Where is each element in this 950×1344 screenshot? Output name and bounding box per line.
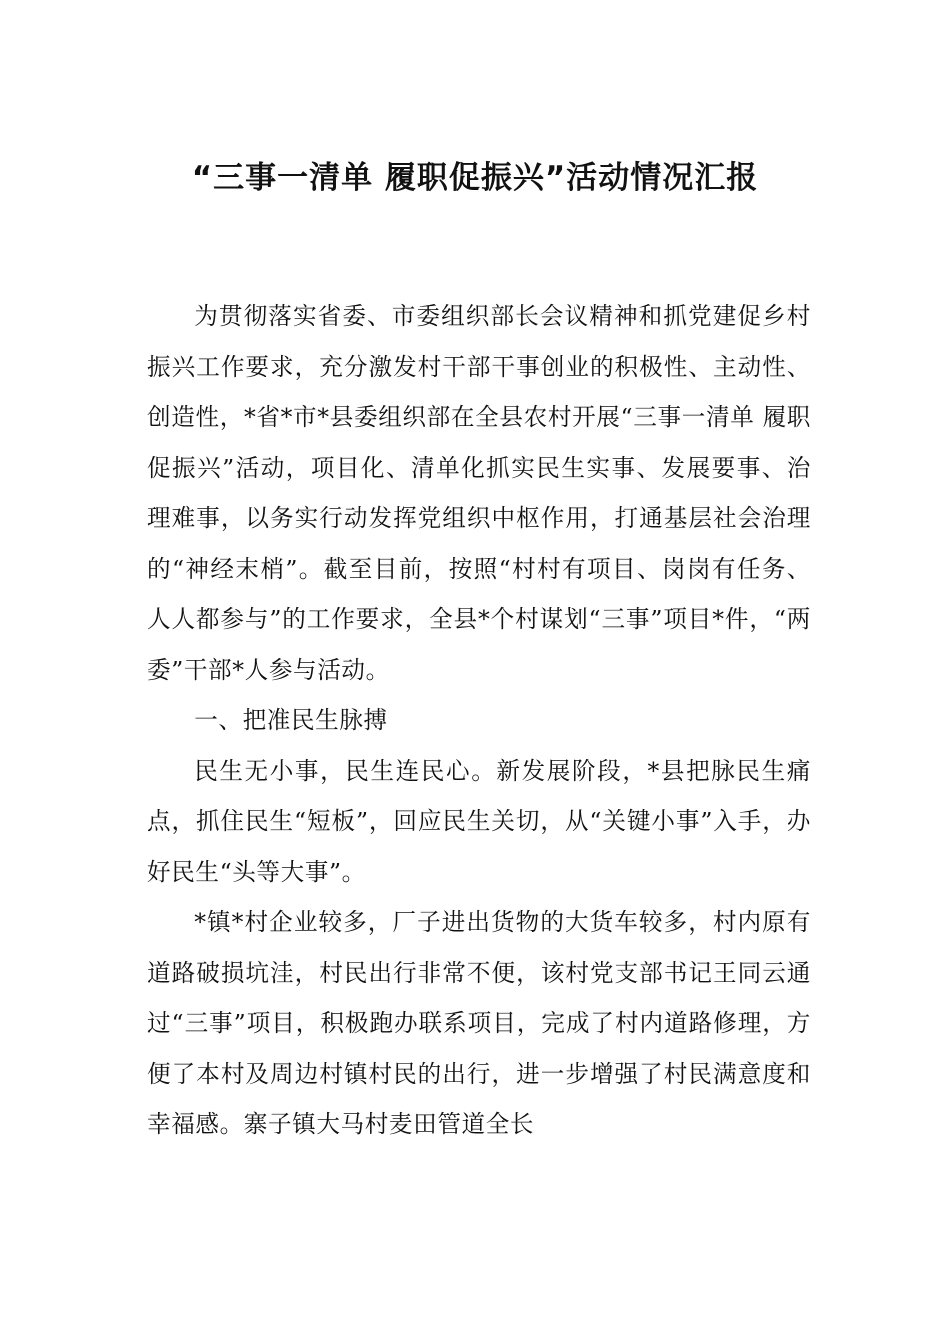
paragraph-livelihood: 民生无小事，民生连民心。新发展阶段，*县把脉民生痛点，抓住民生“短板”，回应民生关切，从“关键小事”入手，办好民生“头等大事”。: [147, 756, 811, 886]
document-body: [147, 291, 811, 1150]
paragraph-intro: 为贯彻落实省委、市委组织部长会议精神和抓党建促乡村振兴工作要求，充分激发村干部干事创业的积极性、主动性、创造性，*省*市*县委组织部在全县农村开展“三事一清单 履职促振兴”活动，项目化、清单化抓实民生实事、发展要事、治理难事，以务实行动发挥党组织中枢作用，打通基层社会治理的“神经末梢”。截至目前，按照“村村有项目、岗岗有任务、人人都参与”的工作要求，全县*个村谋划“三事”项目*件，“两委”干部*人参与活动。: [147, 302, 811, 684]
paragraph-road-repair: *镇*村企业较多，厂子进出货物的大货车较多，村内原有道路破损坑洼，村民出行非常不便，该村党支部书记王同云通过“三事”项目，积极跑办联系项目，完成了村内道路修理，方便了本村及周边村镇村民的出行，进一步增强了村民满意度和幸福感。寨子镇大马村麦田管道全长: [147, 908, 811, 1138]
section-heading-1: 一、把准民生脉搏: [194, 706, 388, 734]
document-title: “三事一清单 履职促振兴”活动情况汇报: [191, 160, 759, 196]
